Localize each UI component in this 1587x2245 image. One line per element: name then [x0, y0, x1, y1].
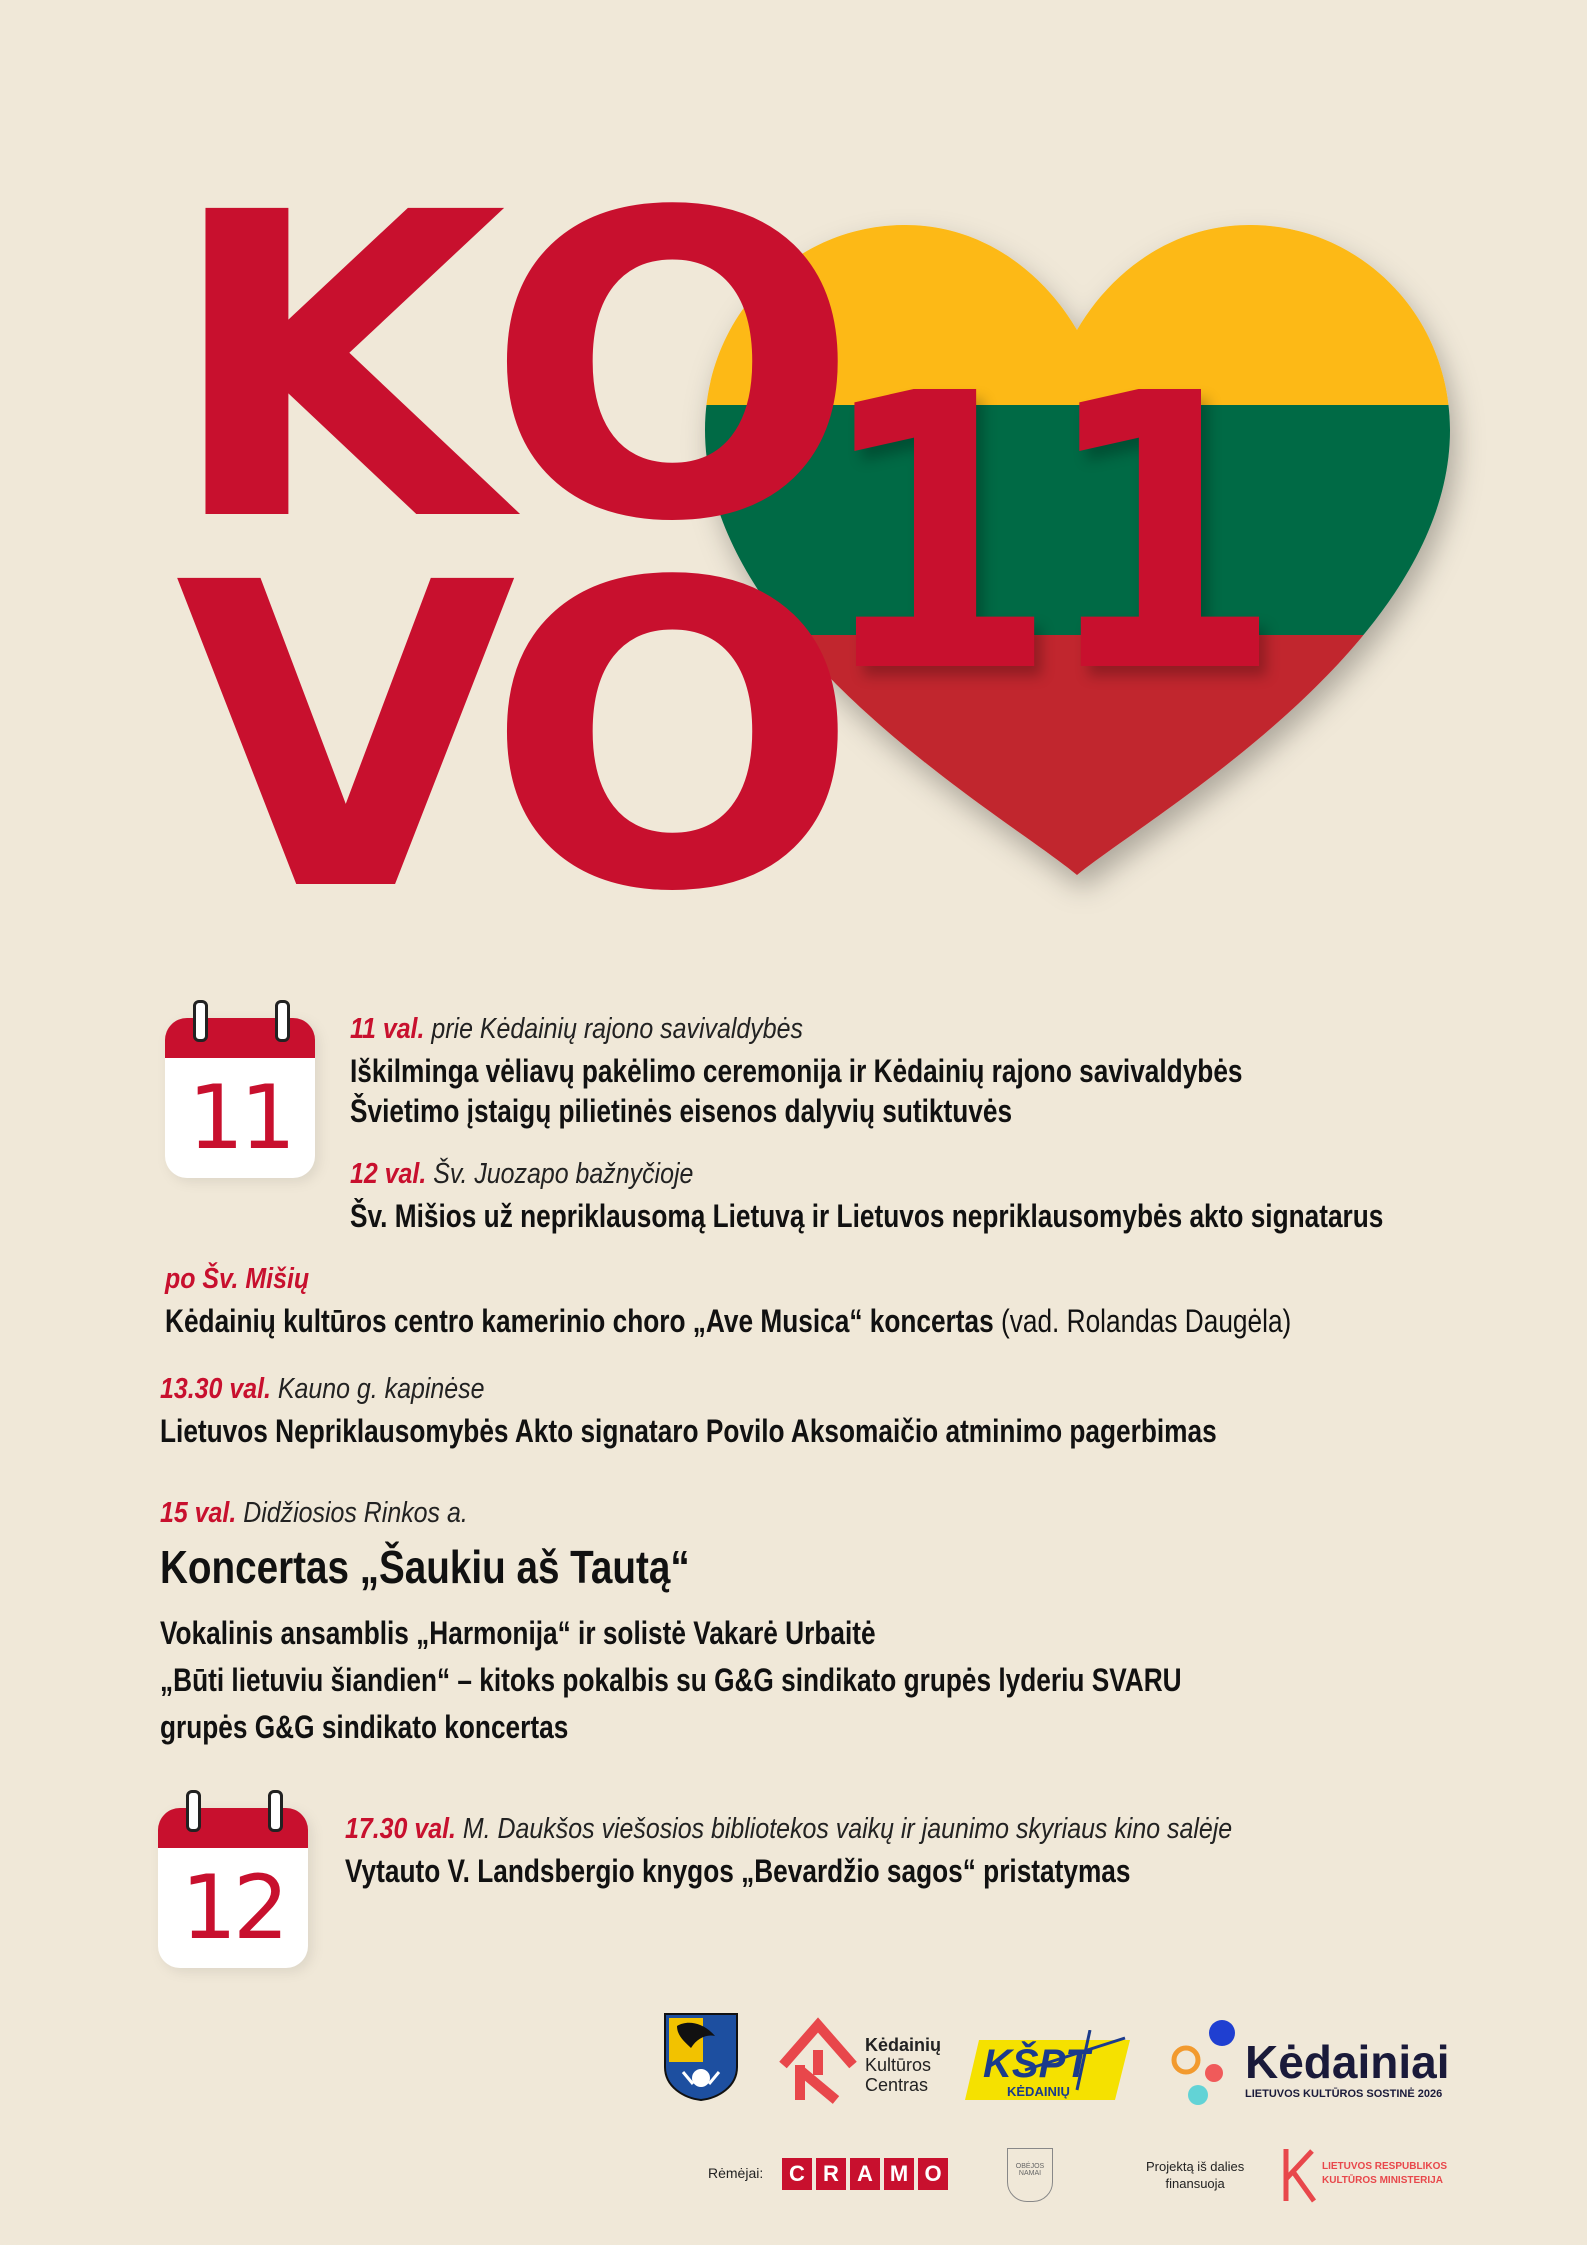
cramo-logo — [782, 2158, 948, 2190]
event-time: 11 val. — [350, 1013, 425, 1045]
event-header — [160, 1497, 468, 1530]
event-time: 17.30 val. — [345, 1813, 456, 1845]
kedainiai-coat-of-arms-logo — [663, 2012, 739, 2102]
event-extra: (vad. Rolandas Daugėla) — [1001, 1303, 1292, 1339]
funding-label — [1146, 2158, 1244, 2192]
event-header — [345, 1813, 1232, 1846]
event-place: Didžiosios Rinkos a. — [243, 1497, 468, 1529]
title-letter-v: V — [175, 495, 506, 984]
event-time: 15 val. — [160, 1497, 237, 1529]
event-header — [160, 1373, 484, 1406]
event-time: po Šv. Mišių — [165, 1263, 310, 1295]
event-title-line: Lietuvos Nepriklausomybės Akto signataro Povilo Aksomaičio atminimo pagerbimas — [160, 1413, 1217, 1449]
cramo-letter: M — [884, 2158, 914, 2190]
event-place: Šv. Juozapo bažnyčioje — [433, 1158, 694, 1190]
title-letter-o-second: O — [485, 495, 850, 984]
event-header — [165, 1263, 309, 1296]
ministry-k-logo — [1278, 2145, 1318, 2205]
title-letter-k: K — [165, 125, 497, 614]
cramo-letter: C — [782, 2158, 812, 2190]
funding-label-line: finansuoja — [1165, 2176, 1225, 2191]
event-title-line: Iškilminga vėliavų pakėlimo ceremonija ir Kėdainių rajono savivaldybės — [350, 1053, 1243, 1089]
logo-text-line: Kėdainių — [865, 2035, 942, 2055]
event-header — [350, 1158, 693, 1191]
event-title-line: Vokalinis ansamblis „Harmonija“ ir solistė Vakarė Urbaitė — [160, 1615, 876, 1651]
concert-title: Koncertas „Šaukiu aš Tautą“ — [160, 1541, 690, 1593]
event-header — [350, 1013, 803, 1046]
event-title-line: Vytauto V. Landsbergio knygos „Bevardžio sagos“ pristatymas — [345, 1853, 1131, 1889]
event-title-line: Šv. Mišios už nepriklausomą Lietuvą ir Lietuvos nepriklausomybės akto signatarus — [350, 1198, 1384, 1234]
event-time: 13.30 val. — [160, 1373, 271, 1405]
kedainiai-2026-subtitle: LIETUVOS KULTŪROS SOSTINĖ 2026 — [1245, 2088, 1443, 2100]
obejos-namai-seal-logo — [1007, 2148, 1053, 2202]
logo-text-line: Kultūros — [865, 2055, 932, 2075]
ministry-name-line: LIETUVOS RESPUBLIKOS — [1322, 2161, 1448, 2172]
calendar-day-number: 12 — [181, 1856, 285, 1959]
calendar-day-number: 11 — [188, 1066, 292, 1169]
event-title-line — [165, 1303, 1291, 1340]
calendar-icon-12 — [158, 1790, 308, 1970]
kedainiai-2026-title: Kėdainiai — [1245, 2036, 1450, 2088]
ministry-name-line: KULTŪROS MINISTERIJA — [1322, 2175, 1443, 2186]
seal-text: OBĖJOS NAMAI — [1015, 2163, 1045, 2177]
kulturos-centras-logo-text — [865, 2035, 941, 2095]
event-place: Kauno g. kapinėse — [277, 1373, 485, 1405]
calendar-icon-11 — [165, 1000, 315, 1180]
kspt-kedainiai-logo — [965, 2030, 1135, 2108]
logo-text-line: Centras — [865, 2075, 929, 2095]
ministry-name — [1322, 2160, 1447, 2188]
cramo-letter: R — [816, 2158, 846, 2190]
event-place: M. Daukšos viešosios bibliotekos vaikų ir jaunimo skyriaus kino salėje — [462, 1813, 1233, 1845]
event-place: prie Kėdainių rajono savivaldybės — [431, 1013, 803, 1045]
cramo-letter: A — [850, 2158, 880, 2190]
event-title: Kėdainių kultūros centro kamerinio choro „Ave Musica“ koncertas — [165, 1303, 994, 1339]
funding-label-line: Projektą iš dalies — [1146, 2159, 1245, 2174]
event-time: 12 val. — [350, 1158, 427, 1190]
event-title-line: „Būti lietuviu šiandien“ – kitoks pokalbis su G&G sindikato grupės lyderiu SVARU — [160, 1662, 1182, 1698]
kulturos-centras-logo-mark — [778, 2015, 868, 2105]
event-title-line: Švietimo įstaigų pilietinės eisenos dalyvių sutiktuvės — [350, 1093, 1013, 1129]
title-letter-o: O — [485, 125, 850, 614]
event-title-line: grupės G&G sindikato koncertas — [160, 1709, 569, 1745]
title-day-number: 11 — [815, 313, 1265, 756]
sponsors-label: Rėmėjai: — [708, 2165, 764, 2181]
kspt-subtitle: KĖDAINIŲ — [1007, 2084, 1070, 2099]
kedainiai-2026-dots-logo — [1170, 2015, 1240, 2105]
kspt-name: KŠPT — [983, 2042, 1090, 2086]
cramo-letter: O — [918, 2158, 948, 2190]
